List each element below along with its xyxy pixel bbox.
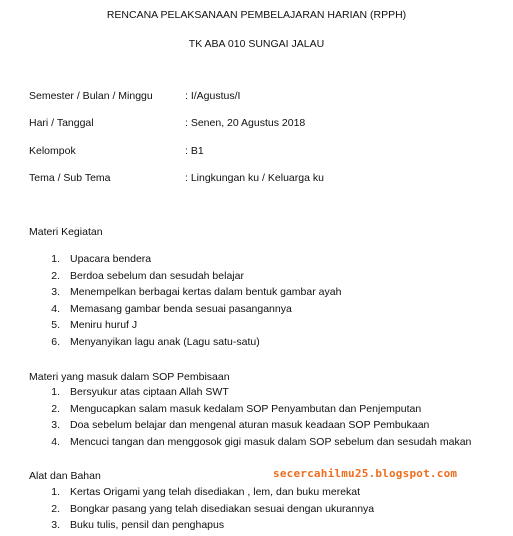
list-item: 2. Bongkar pasang yang telah disediakan sesuai dengan ukurannya (51, 502, 375, 515)
info-value: : Senen, 20 Agustus 2018 (185, 117, 306, 129)
info-row-semester (29, 90, 499, 104)
info-label: Tema / Sub Tema (29, 172, 111, 184)
list-item: 3. Buku tulis, pensil dan penghapus (51, 519, 225, 531)
list-item: 2. Berdoa sebelum dan sesudah belajar (51, 269, 244, 282)
info-row-theme (29, 172, 499, 186)
list-item: 5. Meniru huruf J (51, 319, 138, 331)
sop-list (29, 384, 499, 450)
list-item: 4. Mencuci tangan dan menggosok gigi masuk dalam SOP sebelum dan sesudah makan (51, 435, 472, 448)
info-label: Kelompok (29, 145, 76, 157)
alat-list (29, 484, 499, 534)
materi-list (29, 251, 499, 350)
info-label: Hari / Tanggal (29, 117, 94, 129)
list-item: 3. Menempelkan berbagai kertas dalam bentuk gambar ayah (51, 286, 342, 298)
info-label: Semester / Bulan / Minggu (29, 90, 153, 102)
list-item: 1. Kertas Origami yang telah disediakan , lem, dan buku merekat (51, 486, 361, 498)
section-heading-sop: Materi yang masuk dalam SOP Pembisaan (29, 371, 230, 383)
info-value: : I/Agustus/I (185, 90, 241, 102)
list-item: 6. Menyanyikan lagu anak (Lagu satu-satu) (51, 335, 260, 348)
section-heading-alat: Alat dan Bahan (29, 470, 101, 482)
list-item: 1. Bersyukur atas ciptaan Allah SWT (51, 386, 229, 398)
list-item: 2. Mengucapkan salam masuk kedalam SOP Penyambutan dan Penjemputan (51, 402, 422, 415)
document-title: RENCANA PELAKSANAAN PEMBELAJARAN HARIAN (RPPH) (106, 9, 407, 21)
list-item: 4. Memasang gambar benda sesuai pasangannya (51, 302, 292, 315)
list-item: 1. Upacara bendera (51, 253, 152, 265)
info-value: : Lingkungan ku / Keluarga ku (185, 172, 324, 184)
blog-watermark: secercahilmu25.blogspot.com (273, 467, 458, 480)
list-item: 3. Doa sebelum belajar dan mengenal aturan masuk keadaan SOP Pembukaan (51, 419, 430, 431)
school-name: TK ABA 010 SUNGAI JALAU (188, 38, 325, 50)
info-value: : B1 (185, 145, 204, 157)
section-heading-materi: Materi Kegiatan (29, 226, 103, 238)
info-row-group (29, 145, 499, 159)
info-row-date (29, 117, 499, 131)
